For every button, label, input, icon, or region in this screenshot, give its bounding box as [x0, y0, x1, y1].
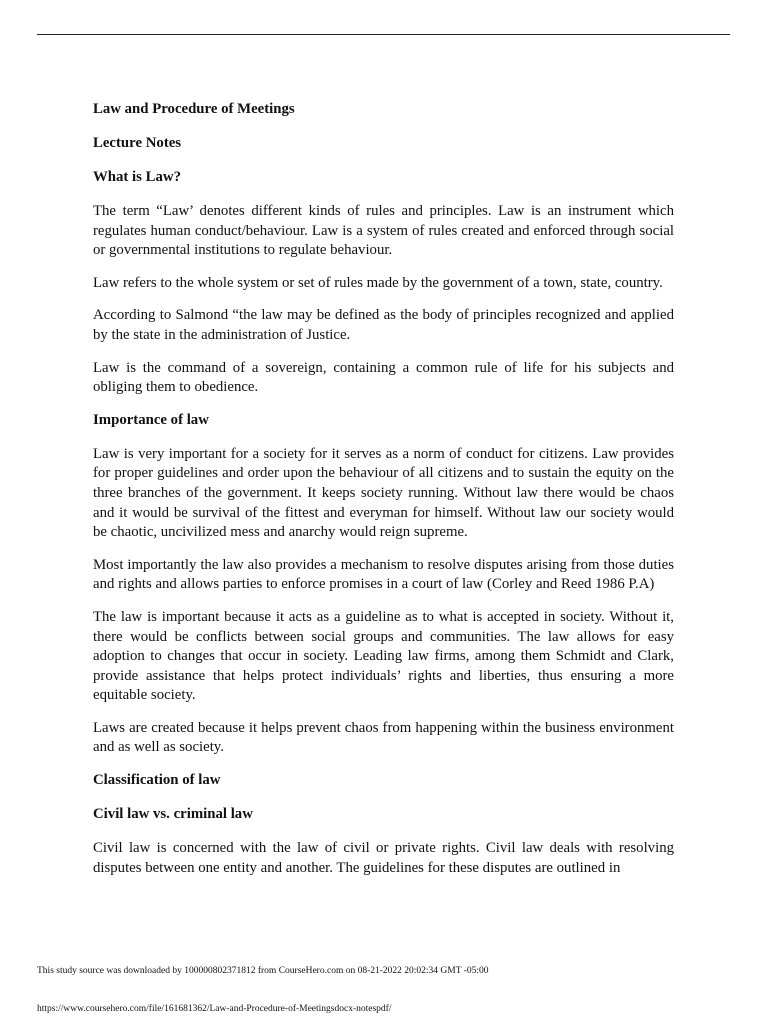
paragraph: Law refers to the whole system or set of rules made by the government of a town, state, country. [93, 274, 663, 291]
section-heading-importance-of-law: Importance of law [93, 411, 209, 428]
paragraph: Most importantly the law also provides a mechanism to resolve disputes arising from those duties and rights and allows parties to enforce promises in a court of law (Corley and Reed 1986 P.A) [93, 556, 674, 593]
paragraph: Law is very important for a society for it serves as a norm of conduct for citizens. Law provides for proper guidelines and order upon the behaviour of all citizens and to sustain the equity on the three branches of the government. It keeps society running. Without law there would be chaos and it would be survival of the fittest and everyman for himself. Without law our society would be chaotic, uncivilized mess and anarchy would reign supreme. [93, 445, 674, 541]
document-subtitle: Lecture Notes [93, 135, 182, 151]
document-title: Law and Procedure of Meetings [93, 101, 295, 117]
paragraph: Civil law is concerned with the law of civil or private rights. Civil law deals with resolving disputes between one entity and another. The guidelines for these disputes are outlined in [93, 840, 674, 876]
source-url[interactable]: https://www.coursehero.com/file/161681362/Law-and-Procedure-of-Meetingsdocx-notespdf/ [37, 1004, 392, 1014]
download-notice: This study source was downloaded by 100000802371812 from CourseHero.com on 08-21-2022 20:02:34 GMT -05:00 [37, 966, 489, 976]
paragraph: The law is important because it acts as a guideline as to what is accepted in society. Without it, there would be conflicts between social groups and communities. The law allows for easy adoption to changes that occur in society. Leading law firms, among them Schmidt and Clark, provide assistance that helps protect individuals’ rights and liberties, thus ensuring a more equitable society. [93, 608, 674, 704]
section-heading-classification-of-law: Classification of law [93, 772, 221, 789]
top-divider [37, 34, 730, 35]
paragraph: Laws are created because it helps prevent chaos from happening within the business environment and as well as society. [93, 719, 674, 756]
section-heading-civil-vs-criminal: Civil law vs. criminal law [93, 806, 253, 823]
paragraph: According to Salmond “the law may be defined as the body of principles recognized and applied by the state in the administration of Justice. [93, 307, 674, 343]
paragraph: The term “Law’ denotes different kinds of rules and principles. Law is an instrument which regulates human conduct/behaviour. Law is a system of rules created and enforced through social or governmental institutions to regulate behaviour. [93, 203, 674, 259]
section-heading-what-is-law: What is Law? [93, 169, 181, 185]
paragraph: Law is the command of a sovereign, containing a common rule of life for his subjects and obliging them to obedience. [93, 359, 674, 396]
document-body [93, 100, 674, 891]
